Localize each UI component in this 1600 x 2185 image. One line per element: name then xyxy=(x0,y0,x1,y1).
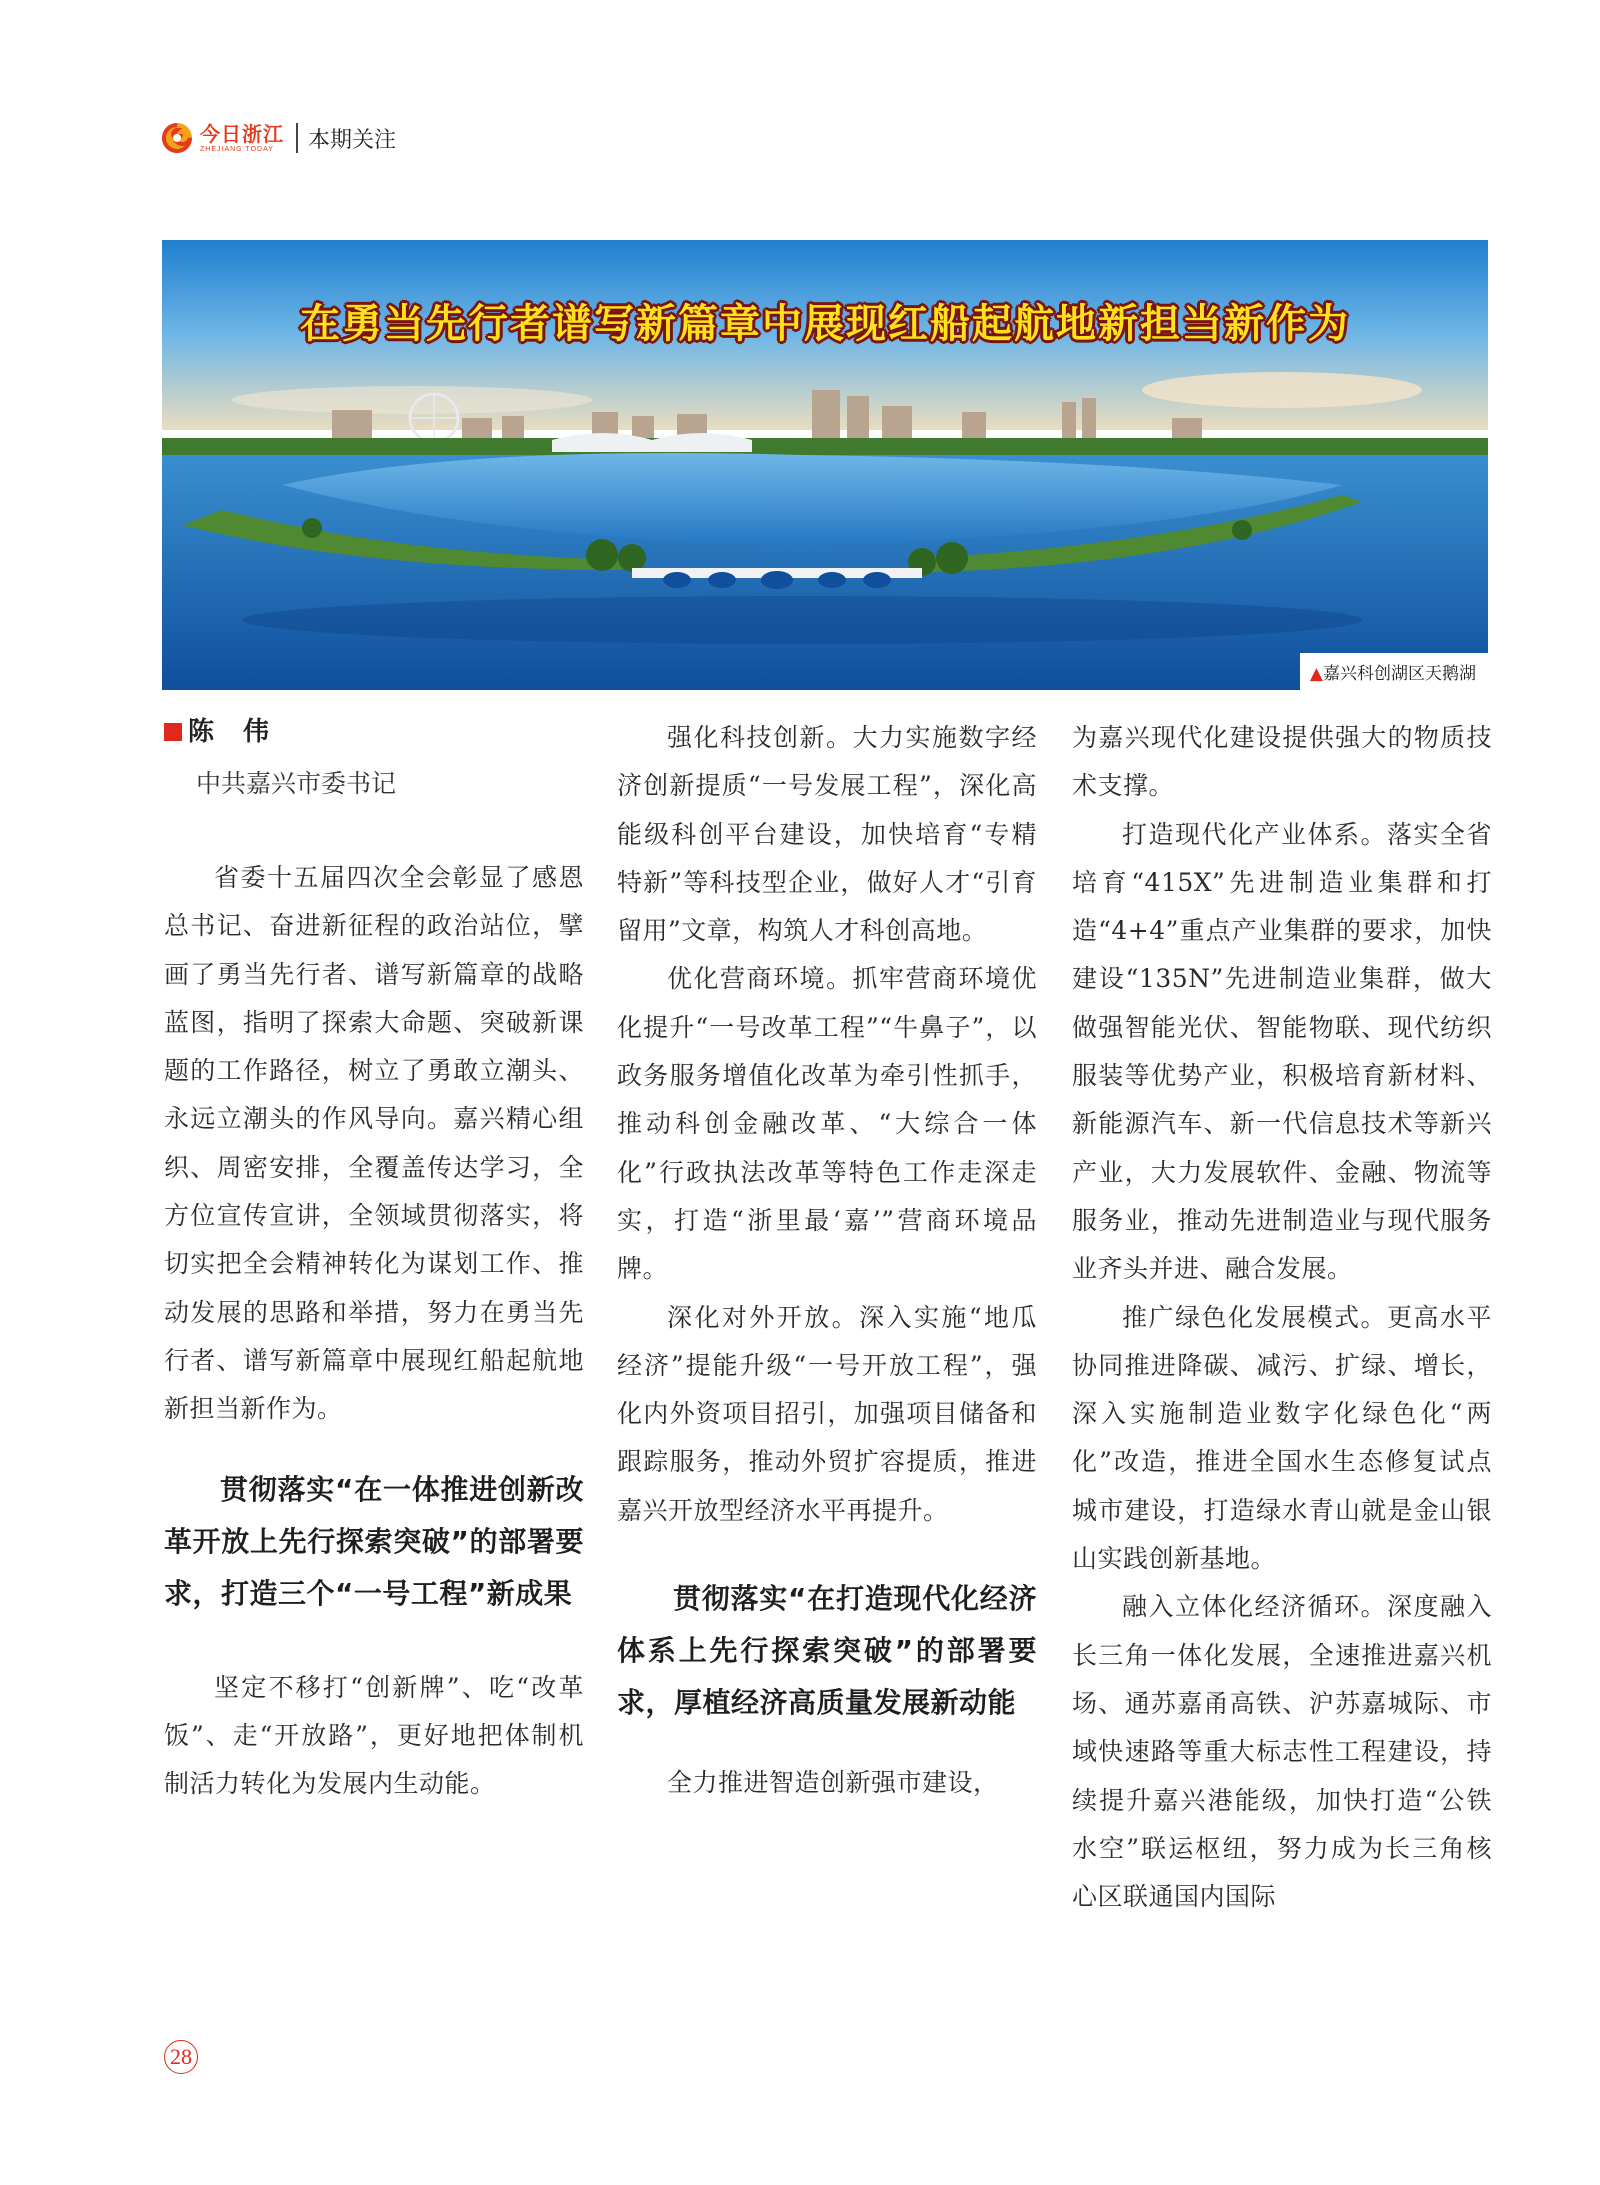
body-paragraph: 全力推进智造创新强市建设， xyxy=(667,1768,999,1798)
hero-headline: 在勇当先行者谱写新篇章中展现红船起航地新担当新作为 xyxy=(300,301,1350,347)
header-divider xyxy=(296,123,298,153)
caption-text: 嘉兴科创湖区天鹅湖 xyxy=(1323,664,1476,684)
logo-swirl-icon xyxy=(160,121,194,155)
section-heading: 贯彻落实“在打造现代化经济体系上先行探索突破”的部署要求，厚植经济高质量发展新动能 xyxy=(617,1582,1037,1720)
logo-chinese-text: 今日浙江 xyxy=(200,121,284,146)
body-paragraph: 推广绿色化发展模式。更高水平协同推进降碳、减污、扩绿、增长，深入实施制造业数字化绿色化“两化”改造，推进全国水生态修复试点城市建设，打造绿水青山就是金山银山实践创新基地。 xyxy=(1072,1302,1492,1574)
section-label: 本期关注 xyxy=(308,127,397,153)
magazine-logo xyxy=(160,121,284,155)
author-title: 中共嘉兴市委书记 xyxy=(196,769,397,798)
body-paragraph: 强化科技创新。大力实施数字经济创新提质“一号发展工程”，深化高能级科创平台建设，加快培育“专精特新”等科技型企业，做好人才“引育留用”文章，构筑人才科创高地。 xyxy=(617,723,1037,946)
body-paragraph: 为嘉兴现代化建设提供强大的物质技术支撑。 xyxy=(1072,723,1492,801)
body-paragraph: 省委十五届四次全会彰显了感恩总书记、奋进新征程的政治站位，擘画了勇当先行者、谱写新篇章的战略蓝图，指明了探索大命题、突破新课题的工作路径，树立了勇敢立潮头、永远立潮头的作风导向。嘉兴精心组织、周密安排，全覆盖传达学习，全方位宣传宣讲，全领域贯彻落实，将切实把全会精神转化为谋划工作、推动发展的思路和举措，努力在勇当先行者、谱写新篇章中展现红船起航地新担当新作为。 xyxy=(164,863,584,1424)
page-header xyxy=(160,118,396,158)
section-heading: 贯彻落实“在一体推进创新改革开放上先行探索突破”的部署要求，打造三个“一号工程”新成果 xyxy=(164,1472,584,1610)
body-paragraph: 融入立体化经济循环。深度融入长三角一体化发展，全速推进嘉兴机场、通苏嘉甬高铁、沪苏嘉城际、市域快速路等重大标志性工程建设，持续提升嘉兴港能级，加快打造“公铁水空”联运枢纽，努力成为长三角核心区联通国内国际 xyxy=(1072,1592,1492,1912)
caption-triangle-icon: ▲ xyxy=(1309,664,1323,684)
hero-photo xyxy=(162,240,1488,690)
article-column-3 xyxy=(1072,714,1492,1921)
article-column-2 xyxy=(617,714,1037,1807)
body-paragraph: 坚定不移打“创新牌”、吃“改革饭”、走“开放路”，更好地把体制机制活力转化为发展内生动能。 xyxy=(164,1672,584,1799)
author-name: 陈 伟 xyxy=(188,717,280,747)
body-paragraph: 深化对外开放。深入实施“地瓜经济”提能升级“一号开放工程”，强化内外资项目招引，加强项目储备和跟踪服务，推动外贸扩容提质，推进嘉兴开放型经济水平再提升。 xyxy=(617,1302,1037,1525)
logo-english-text: ZHEJIANG TODAY xyxy=(200,145,274,153)
page-number: 28 xyxy=(164,2040,198,2074)
author-byline xyxy=(164,714,584,750)
body-paragraph: 打造现代化产业体系。落实全省培育“415X”先进制造业集群和打造“4+4”重点产业集群的要求，加快建设“135N”先进制造业集群，做大做强智能光伏、智能物联、现代纺织服装等优势产业，积极培育新材料、新能源汽车、新一代信息技术等新兴产业，大力发展软件、金融、物流等服务业，推动先进制造业与现代服务业齐头并进、融合发展。 xyxy=(1072,819,1492,1284)
body-paragraph: 优化营商环境。抓牢营商环境优化提升“一号改革工程”“牛鼻子”，以政务服务增值化改革为牵引性抓手，推动科创金融改革、“大综合一体化”行政执法改革等特色工作走深走实，打造“浙里最‘嘉’”营商环境品牌。 xyxy=(617,964,1037,1284)
article-column-1 xyxy=(164,714,584,1808)
red-square-icon xyxy=(164,723,182,741)
photo-caption xyxy=(1300,653,1488,690)
